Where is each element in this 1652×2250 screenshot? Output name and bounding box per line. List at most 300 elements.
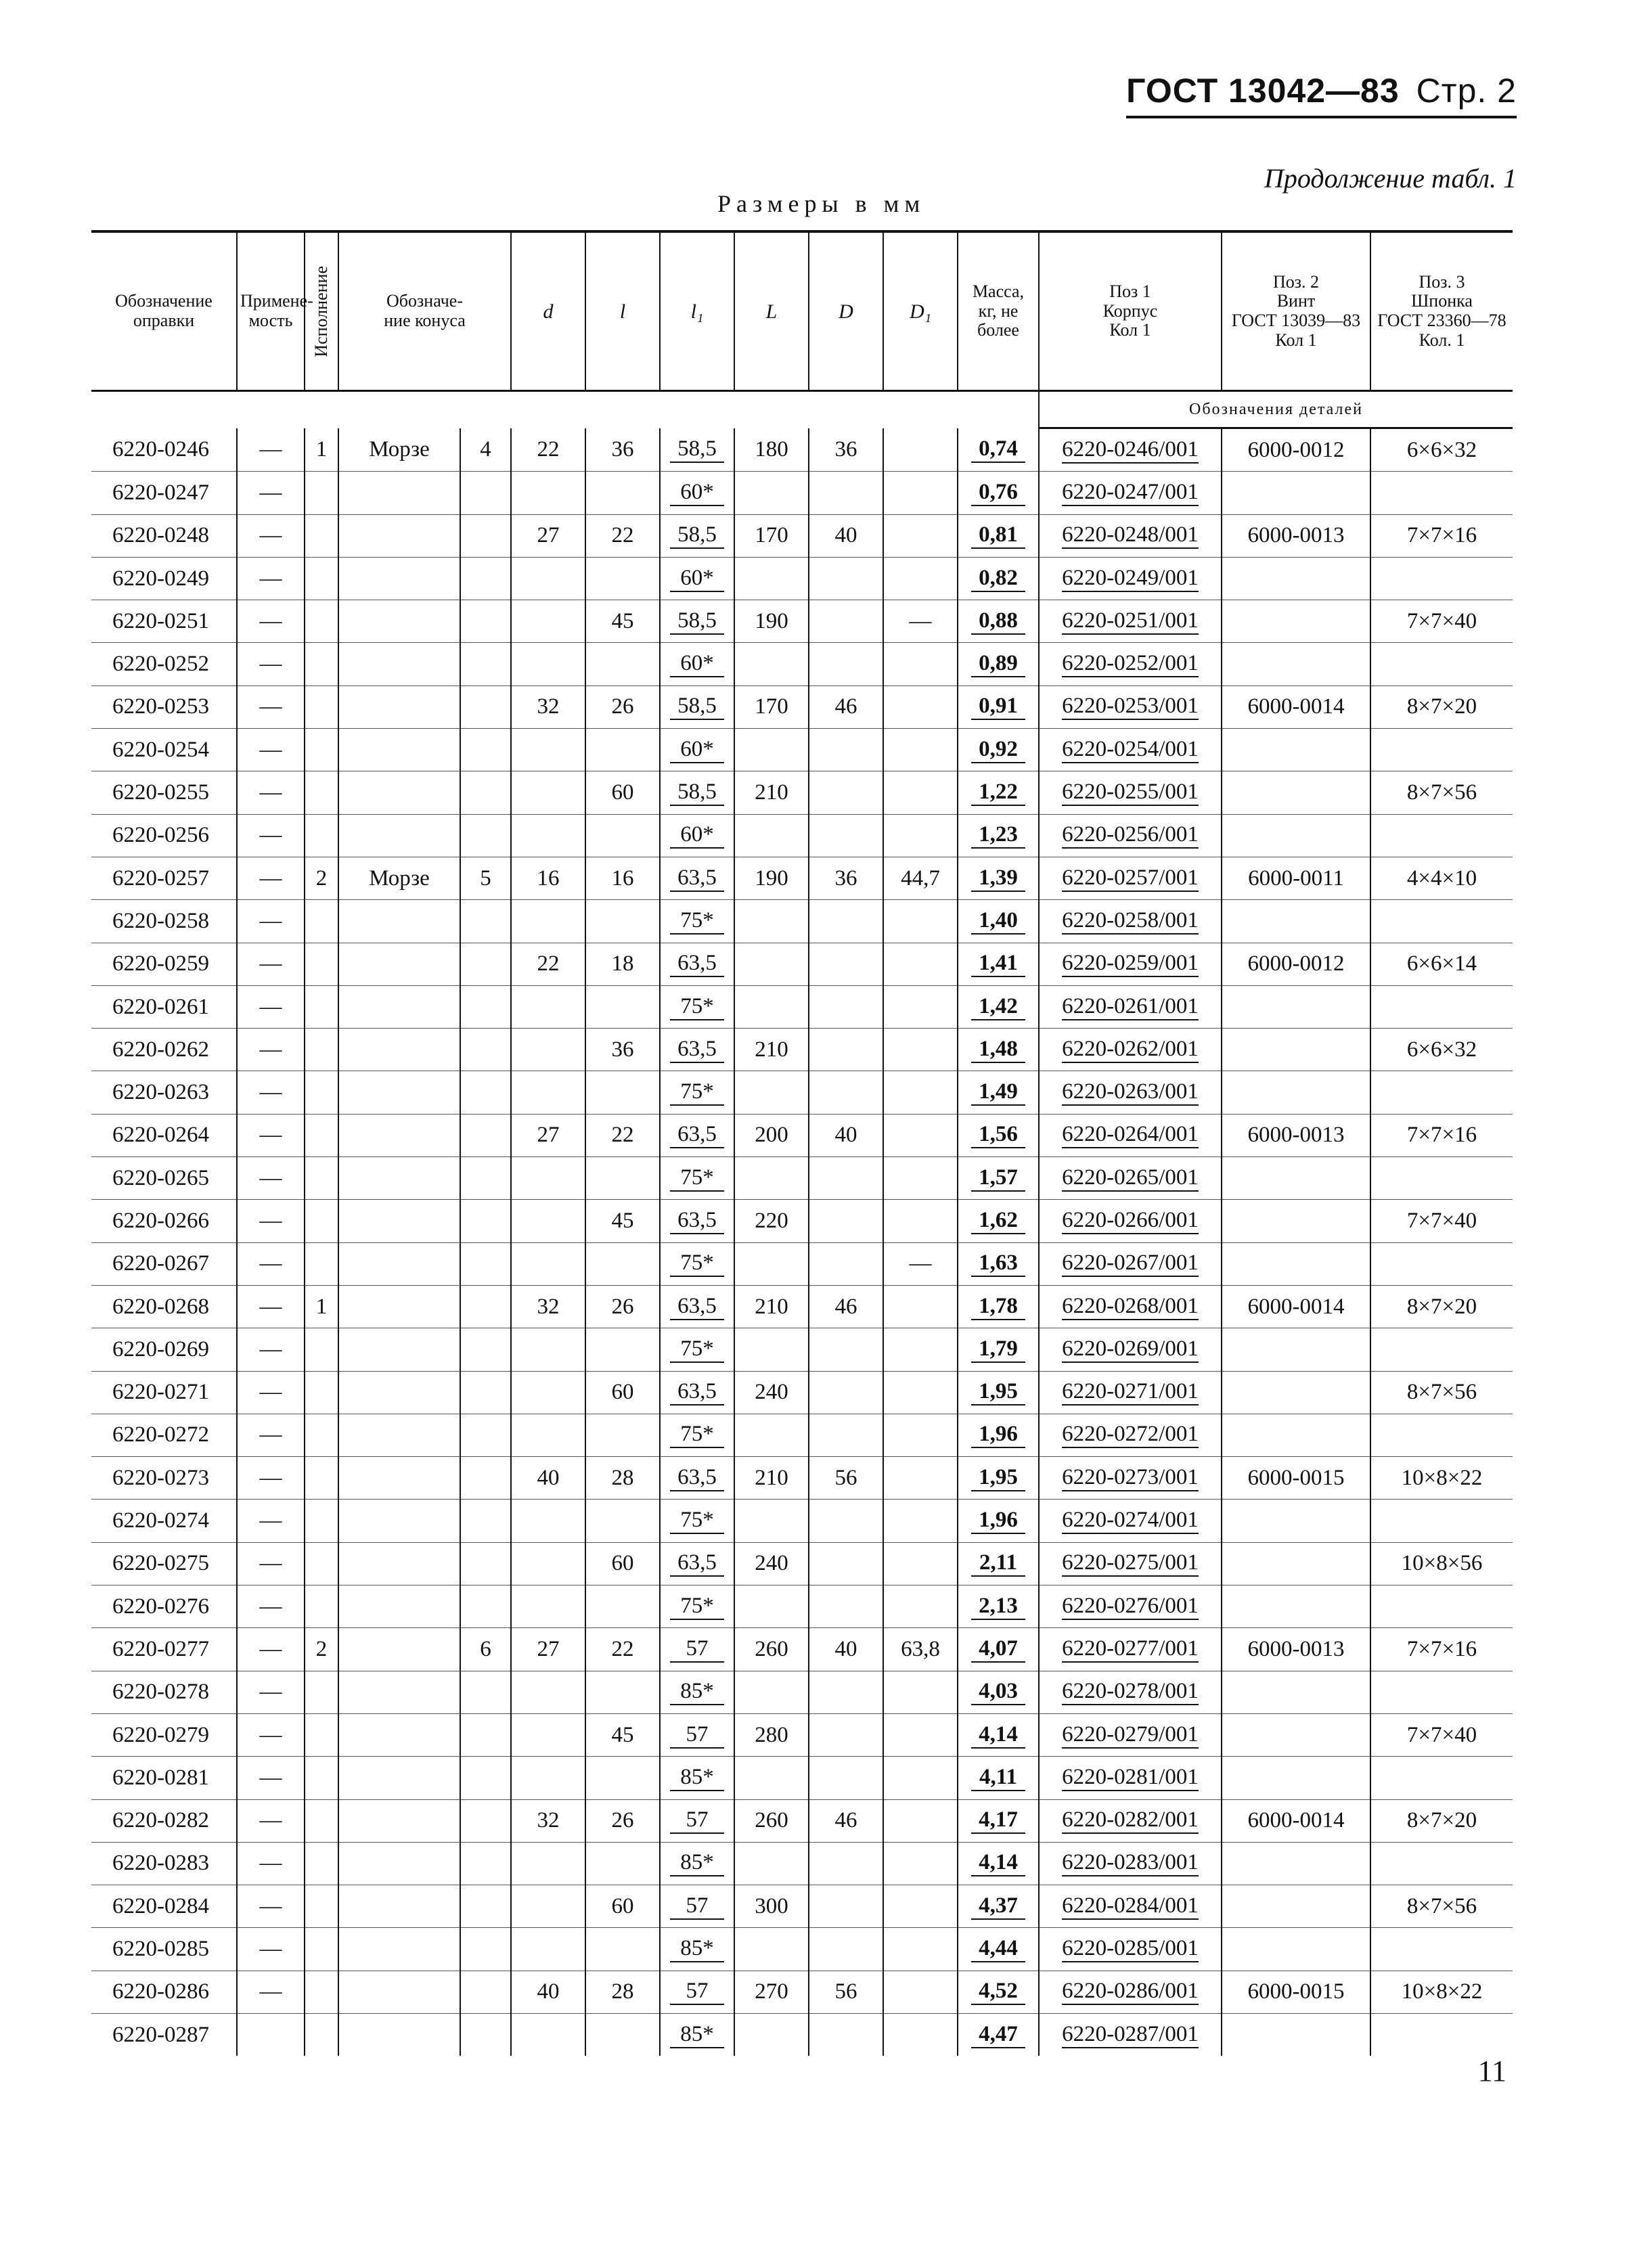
cell-d <box>511 1071 585 1114</box>
table-row <box>91 1414 1513 1456</box>
cell-D <box>809 1928 883 1971</box>
cell-cone-name: Морзе <box>338 428 460 472</box>
cell-pos2 <box>1222 2013 1370 2056</box>
cell-cone-number <box>460 729 511 771</box>
cell-mass: 0,91 <box>958 685 1039 728</box>
cell-pos2 <box>1222 1542 1370 1585</box>
cell-D1 <box>883 428 958 472</box>
table-row <box>91 1799 1513 1842</box>
cell-pos2 <box>1222 1242 1370 1285</box>
cell-L: 210 <box>734 1029 809 1071</box>
table-row <box>91 1114 1513 1156</box>
col-pos1: Поз 1 Корпус Кол 1 <box>1039 231 1222 391</box>
cell-D1 <box>883 1071 958 1114</box>
cell-pos2: 6000-0013 <box>1222 514 1370 557</box>
cell-L <box>734 472 809 514</box>
table-row <box>91 1285 1513 1328</box>
cell-pos3 <box>1370 900 1513 943</box>
cell-l1: 57 <box>660 1799 734 1842</box>
col-d: d <box>511 231 585 391</box>
cell-l1: 75* <box>660 1242 734 1285</box>
cell-cone-name <box>338 1713 460 1756</box>
cell-D1 <box>883 900 958 943</box>
cell-l1: 75* <box>660 900 734 943</box>
cell-l1: 63,5 <box>660 1371 734 1414</box>
cell-l1: 75* <box>660 985 734 1028</box>
cell-version <box>305 557 338 600</box>
cell-l1: 75* <box>660 1414 734 1456</box>
cell-L: 190 <box>734 600 809 643</box>
cell-D <box>809 943 883 985</box>
cell-L: 210 <box>734 1285 809 1328</box>
cell-applicability: — <box>237 1971 305 2013</box>
cell-version: 2 <box>305 1628 338 1671</box>
cell-version: 2 <box>305 857 338 899</box>
cell-designation: 6220-0268 <box>91 1285 237 1328</box>
cell-designation: 6220-0278 <box>91 1671 237 1713</box>
cell-l: 36 <box>585 428 660 472</box>
cell-d <box>511 643 585 685</box>
col-pos2: Поз. 2 Винт ГОСТ 13039—83 Кол 1 <box>1222 231 1370 391</box>
cell-L: 300 <box>734 1885 809 1928</box>
cell-pos2: 6000-0015 <box>1222 1971 1370 2013</box>
cell-L: 240 <box>734 1542 809 1585</box>
cell-pos3 <box>1370 1414 1513 1456</box>
cell-cone-number: 6 <box>460 1628 511 1671</box>
cell-cone-name <box>338 1757 460 1799</box>
table-row <box>91 1713 1513 1756</box>
cell-L: 190 <box>734 857 809 899</box>
cell-l: 45 <box>585 1200 660 1242</box>
cell-d <box>511 771 585 814</box>
cell-pos3: 6×6×32 <box>1370 1029 1513 1071</box>
cell-mass: 0,82 <box>958 557 1039 600</box>
cell-d <box>511 814 585 857</box>
cell-cone-number <box>460 1114 511 1156</box>
cell-pos3: 8×7×20 <box>1370 685 1513 728</box>
cell-applicability: — <box>237 514 305 557</box>
cell-cone-name <box>338 472 460 514</box>
cell-designation: 6220-0266 <box>91 1200 237 1242</box>
cell-designation: 6220-0283 <box>91 1842 237 1885</box>
cell-L <box>734 643 809 685</box>
cell-l1: 75* <box>660 1585 734 1628</box>
cell-cone-number <box>460 814 511 857</box>
cell-l1: 85* <box>660 1757 734 1799</box>
cell-pos1: 6220-0259/001 <box>1039 943 1222 985</box>
cell-l <box>585 1928 660 1971</box>
table-row <box>91 1885 1513 1928</box>
cell-pos2 <box>1222 1757 1370 1799</box>
cell-mass: 1,78 <box>958 1285 1039 1328</box>
table-row <box>91 1500 1513 1542</box>
cell-L: 280 <box>734 1713 809 1756</box>
cell-D1 <box>883 514 958 557</box>
cell-pos2 <box>1222 600 1370 643</box>
cell-mass: 1,39 <box>958 857 1039 899</box>
cell-cone-number <box>460 1328 511 1371</box>
cell-cone-number <box>460 1157 511 1200</box>
cell-cone-name <box>338 685 460 728</box>
cell-cone-number <box>460 1242 511 1285</box>
cell-cone-number <box>460 557 511 600</box>
cell-D <box>809 1200 883 1242</box>
cell-pos1: 6220-0276/001 <box>1039 1585 1222 1628</box>
cell-version <box>305 1542 338 1585</box>
cell-applicability: — <box>237 1285 305 1328</box>
cell-l1: 63,5 <box>660 1114 734 1156</box>
cell-d <box>511 985 585 1028</box>
cell-D: 40 <box>809 514 883 557</box>
cell-designation: 6220-0286 <box>91 1971 237 2013</box>
cell-applicability: — <box>237 428 305 472</box>
cell-applicability: — <box>237 1542 305 1585</box>
cell-D1 <box>883 814 958 857</box>
cell-mass: 2,11 <box>958 1542 1039 1585</box>
cell-pos2 <box>1222 771 1370 814</box>
cell-applicability: — <box>237 985 305 1028</box>
cell-designation: 6220-0272 <box>91 1414 237 1456</box>
table-row <box>91 557 1513 600</box>
cell-mass: 4,17 <box>958 1799 1039 1842</box>
cell-l: 22 <box>585 514 660 557</box>
cell-pos3 <box>1370 1242 1513 1285</box>
cell-D1 <box>883 1414 958 1456</box>
cell-D1 <box>883 1029 958 1071</box>
cell-d: 16 <box>511 857 585 899</box>
cell-l <box>585 1500 660 1542</box>
cell-cone-name <box>338 814 460 857</box>
cell-pos1: 6220-0277/001 <box>1039 1628 1222 1671</box>
cell-cone-name <box>338 943 460 985</box>
cell-pos3: 4×4×10 <box>1370 857 1513 899</box>
cell-applicability: — <box>237 729 305 771</box>
table-row <box>91 985 1513 1028</box>
cell-cone-number <box>460 514 511 557</box>
cell-version <box>305 1928 338 1971</box>
cell-D1 <box>883 643 958 685</box>
table-row <box>91 1029 1513 1071</box>
cell-l1: 58,5 <box>660 428 734 472</box>
cell-designation: 6220-0277 <box>91 1628 237 1671</box>
table-row <box>91 514 1513 557</box>
cell-cone-name <box>338 557 460 600</box>
cell-pos3 <box>1370 729 1513 771</box>
cell-applicability: — <box>237 1328 305 1371</box>
cell-l: 26 <box>585 1285 660 1328</box>
cell-cone-name <box>338 600 460 643</box>
cell-version <box>305 1757 338 1799</box>
cell-d <box>511 1029 585 1071</box>
cell-cone-number <box>460 771 511 814</box>
cell-cone-name <box>338 1029 460 1071</box>
cell-cone-name <box>338 900 460 943</box>
cell-pos2 <box>1222 1157 1370 1200</box>
cell-applicability: — <box>237 1799 305 1842</box>
cell-cone-number <box>460 1928 511 1971</box>
cell-cone-name <box>338 985 460 1028</box>
cell-pos2: 6000-0014 <box>1222 685 1370 728</box>
cell-pos3 <box>1370 643 1513 685</box>
cell-cone-number <box>460 472 511 514</box>
cell-applicability: — <box>237 1628 305 1671</box>
table-row <box>91 900 1513 943</box>
cell-pos2 <box>1222 1071 1370 1114</box>
cell-cone-number <box>460 900 511 943</box>
cell-version <box>305 1971 338 2013</box>
cell-pos3: 7×7×16 <box>1370 1628 1513 1671</box>
cell-pos1: 6220-0254/001 <box>1039 729 1222 771</box>
cell-l: 22 <box>585 1114 660 1156</box>
cell-d <box>511 557 585 600</box>
cell-D1 <box>883 1200 958 1242</box>
cell-cone-name <box>338 729 460 771</box>
cell-mass: 1,96 <box>958 1414 1039 1456</box>
col-mass: Масса, кг, не более <box>958 231 1039 391</box>
cell-pos2: 6000-0012 <box>1222 943 1370 985</box>
cell-designation: 6220-0279 <box>91 1713 237 1756</box>
cell-pos1: 6220-0261/001 <box>1039 985 1222 1028</box>
cell-pos2 <box>1222 1713 1370 1756</box>
cell-pos1: 6220-0287/001 <box>1039 2013 1222 2056</box>
cell-pos1: 6220-0278/001 <box>1039 1671 1222 1713</box>
cell-D <box>809 1242 883 1285</box>
cell-cone-name <box>338 1242 460 1285</box>
cell-pos3 <box>1370 814 1513 857</box>
cell-l1: 85* <box>660 1842 734 1885</box>
cell-cone-number <box>460 985 511 1028</box>
cell-version <box>305 1071 338 1114</box>
cell-designation: 6220-0254 <box>91 729 237 771</box>
cell-D <box>809 1029 883 1071</box>
cell-designation: 6220-0255 <box>91 771 237 814</box>
cell-cone-number <box>460 685 511 728</box>
cell-cone-number <box>460 1414 511 1456</box>
cell-pos1: 6220-0258/001 <box>1039 900 1222 943</box>
cell-applicability: — <box>237 643 305 685</box>
cell-version <box>305 1157 338 1200</box>
table-row <box>91 1628 1513 1671</box>
cell-cone-number <box>460 1757 511 1799</box>
cell-l1: 57 <box>660 1971 734 2013</box>
cell-cone-name <box>338 1328 460 1371</box>
cell-L <box>734 1414 809 1456</box>
cell-l <box>585 985 660 1028</box>
cell-pos3: 10×8×22 <box>1370 1457 1513 1500</box>
cell-designation: 6220-0253 <box>91 685 237 728</box>
cell-applicability: — <box>237 900 305 943</box>
cell-cone-number <box>460 1371 511 1414</box>
cell-designation: 6220-0246 <box>91 428 237 472</box>
cell-D <box>809 900 883 943</box>
cell-D <box>809 985 883 1028</box>
cell-mass: 1,79 <box>958 1328 1039 1371</box>
cell-cone-number <box>460 1713 511 1756</box>
cell-l <box>585 1842 660 1885</box>
cell-D1: — <box>883 1242 958 1285</box>
cell-pos1: 6220-0248/001 <box>1039 514 1222 557</box>
cell-l1: 85* <box>660 1671 734 1713</box>
cell-pos1: 6220-0281/001 <box>1039 1757 1222 1799</box>
cell-pos3 <box>1370 557 1513 600</box>
cell-pos2 <box>1222 814 1370 857</box>
cell-cone-number <box>460 643 511 685</box>
cell-version <box>305 1671 338 1713</box>
cell-version <box>305 685 338 728</box>
cell-designation: 6220-0273 <box>91 1457 237 1500</box>
cell-designation: 6220-0269 <box>91 1328 237 1371</box>
cell-L <box>734 1671 809 1713</box>
cell-cone-name <box>338 643 460 685</box>
table-row <box>91 2013 1513 2056</box>
cell-pos1: 6220-0286/001 <box>1039 1971 1222 2013</box>
cell-d: 32 <box>511 1799 585 1842</box>
cell-cone-number <box>460 1071 511 1114</box>
cell-designation: 6220-0256 <box>91 814 237 857</box>
cell-pos3 <box>1370 1842 1513 1885</box>
cell-l1: 75* <box>660 1157 734 1200</box>
cell-D: 46 <box>809 1799 883 1842</box>
col-pos3: Поз. 3 Шпонка ГОСТ 23360—78 Кол. 1 <box>1370 231 1513 391</box>
cell-mass: 1,48 <box>958 1029 1039 1071</box>
cell-d <box>511 1928 585 1971</box>
cell-cone-name: Морзе <box>338 857 460 899</box>
cell-D1 <box>883 1157 958 1200</box>
cell-designation: 6220-0258 <box>91 900 237 943</box>
cell-designation: 6220-0251 <box>91 600 237 643</box>
cell-l1: 58,5 <box>660 600 734 643</box>
table-row <box>91 771 1513 814</box>
cell-d <box>511 1157 585 1200</box>
table-row <box>91 814 1513 857</box>
cell-D1 <box>883 1885 958 1928</box>
cell-version <box>305 943 338 985</box>
cell-pos3: 7×7×40 <box>1370 1713 1513 1756</box>
cell-pos1: 6220-0268/001 <box>1039 1285 1222 1328</box>
cell-mass: 0,89 <box>958 643 1039 685</box>
cell-cone-number <box>460 1285 511 1328</box>
cell-cone-number <box>460 1542 511 1585</box>
cell-version <box>305 472 338 514</box>
cell-L: 240 <box>734 1371 809 1414</box>
cell-designation: 6220-0271 <box>91 1371 237 1414</box>
table-row <box>91 428 1513 472</box>
cell-D: 40 <box>809 1114 883 1156</box>
cell-d <box>511 1585 585 1628</box>
cell-cone-name <box>338 1585 460 1628</box>
cell-l1: 57 <box>660 1628 734 1671</box>
cell-l <box>585 1071 660 1114</box>
cell-L: 220 <box>734 1200 809 1242</box>
cell-L: 210 <box>734 771 809 814</box>
cell-pos3 <box>1370 985 1513 1028</box>
cell-l: 36 <box>585 1029 660 1071</box>
cell-cone-name <box>338 1114 460 1156</box>
units-caption: Размеры в мм <box>717 190 926 217</box>
cell-cone-name <box>338 1671 460 1713</box>
cell-version <box>305 600 338 643</box>
cell-l <box>585 2013 660 2056</box>
cell-l <box>585 1157 660 1200</box>
cell-D: 56 <box>809 1971 883 2013</box>
cell-cone-number <box>460 1029 511 1071</box>
cell-pos1: 6220-0279/001 <box>1039 1713 1222 1756</box>
cell-version <box>305 1585 338 1628</box>
cell-designation: 6220-0275 <box>91 1542 237 1585</box>
cell-pos1: 6220-0252/001 <box>1039 643 1222 685</box>
table-row <box>91 685 1513 728</box>
cell-d <box>511 600 585 643</box>
cell-D <box>809 643 883 685</box>
table-row <box>91 1371 1513 1414</box>
cell-D <box>809 1542 883 1585</box>
cell-pos3: 10×8×56 <box>1370 1542 1513 1585</box>
cell-applicability: — <box>237 1157 305 1200</box>
cell-pos2 <box>1222 643 1370 685</box>
cell-d <box>511 472 585 514</box>
cell-d <box>511 1500 585 1542</box>
cell-designation: 6220-0264 <box>91 1114 237 1156</box>
cell-pos3: 7×7×40 <box>1370 600 1513 643</box>
cell-designation: 6220-0274 <box>91 1500 237 1542</box>
cell-l <box>585 643 660 685</box>
cell-pos3 <box>1370 1585 1513 1628</box>
cell-d <box>511 1842 585 1885</box>
table-body <box>91 428 1513 2056</box>
cell-pos1: 6220-0267/001 <box>1039 1242 1222 1285</box>
cell-D1 <box>883 1285 958 1328</box>
table-row <box>91 857 1513 899</box>
col-D: D <box>809 231 883 391</box>
cell-designation: 6220-0247 <box>91 472 237 514</box>
cell-designation: 6220-0284 <box>91 1885 237 1928</box>
cell-version <box>305 729 338 771</box>
cell-L <box>734 1757 809 1799</box>
cell-version <box>305 1029 338 1071</box>
page-label: Стр. 2 <box>1416 72 1517 110</box>
page-header <box>1126 71 1517 118</box>
cell-cone-number <box>460 1200 511 1242</box>
cell-cone-name <box>338 1071 460 1114</box>
cell-D1: — <box>883 600 958 643</box>
cell-applicability <box>237 2013 305 2056</box>
details-subheader: Обозначения деталей <box>1039 391 1513 428</box>
cell-d <box>511 1757 585 1799</box>
table-row <box>91 1671 1513 1713</box>
cell-L <box>734 1071 809 1114</box>
cell-version <box>305 1842 338 1885</box>
table-row <box>91 1157 1513 1200</box>
cell-l <box>585 1414 660 1456</box>
table-row <box>91 1457 1513 1500</box>
cell-cone-name <box>338 1628 460 1671</box>
cell-pos1: 6220-0264/001 <box>1039 1114 1222 1156</box>
cell-pos3 <box>1370 472 1513 514</box>
cell-applicability: — <box>237 1200 305 1242</box>
cell-l: 22 <box>585 1628 660 1671</box>
cell-version <box>305 900 338 943</box>
cell-l1: 63,5 <box>660 1029 734 1071</box>
cell-pos3 <box>1370 1671 1513 1713</box>
cell-D <box>809 1585 883 1628</box>
cell-cone-name <box>338 1200 460 1242</box>
cell-D1 <box>883 1799 958 1842</box>
cell-applicability: — <box>237 600 305 643</box>
cell-mass: 4,37 <box>958 1885 1039 1928</box>
cell-l1: 58,5 <box>660 685 734 728</box>
cell-pos2: 6000-0011 <box>1222 857 1370 899</box>
cell-L: 170 <box>734 685 809 728</box>
